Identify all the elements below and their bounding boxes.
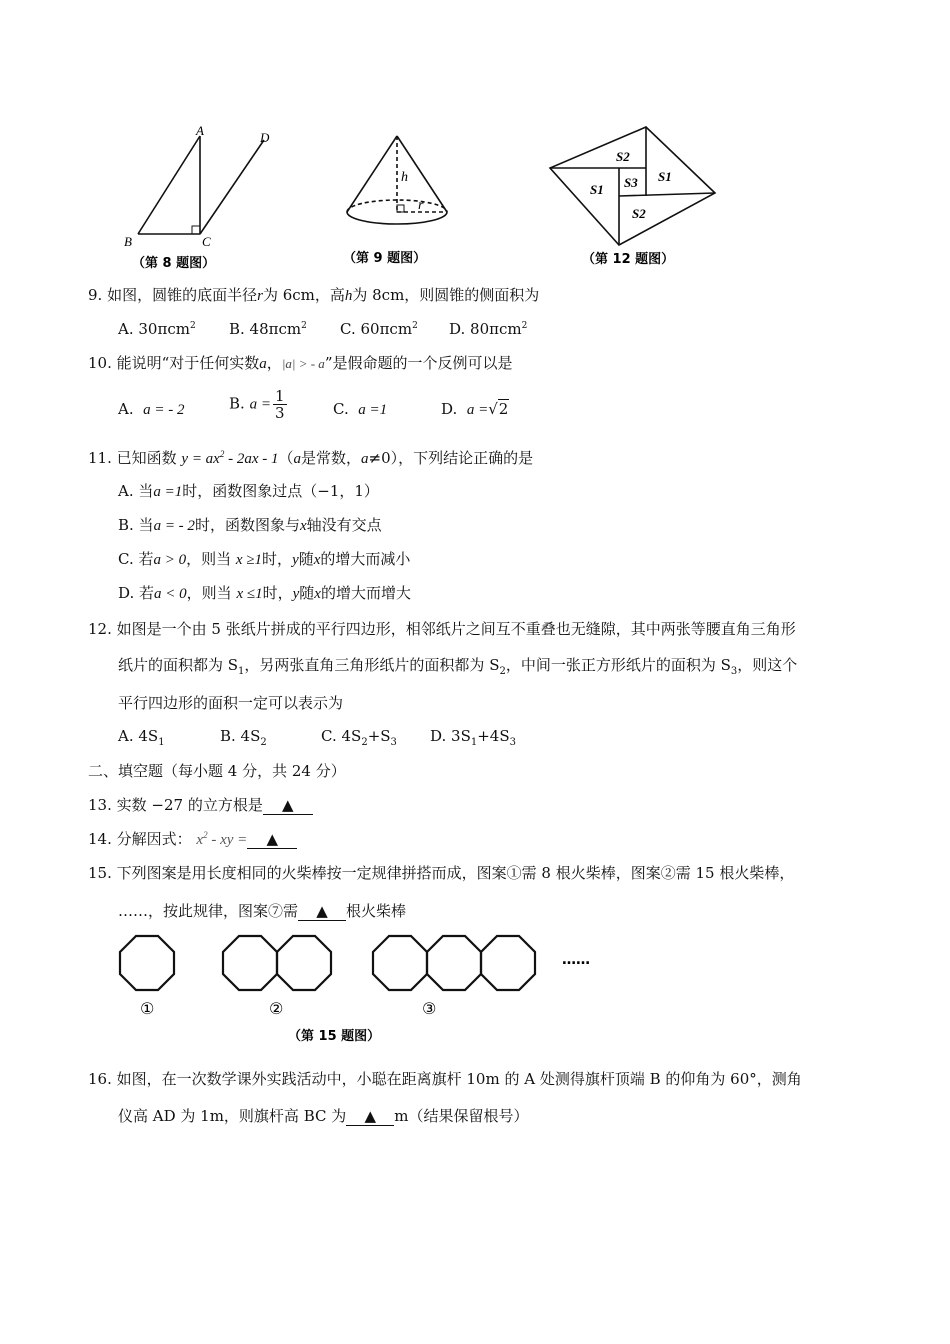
q9-option-a[interactable]: A. 30πcm$^2$ [118, 320, 196, 338]
figure-8 [118, 126, 283, 274]
label-r: r [418, 198, 424, 213]
q10-expr: |a| > - a [281, 356, 325, 371]
q16-answer-blank[interactable]: ▲ [346, 1107, 394, 1126]
q11-option-c[interactable]: C. 若a > 0，则当 x ≥1时，y随x的增大而减小 [118, 550, 411, 568]
figure-15-caption: （第 15 题图） [288, 1029, 381, 1044]
q12-line-2: 纸片的面积都为 $S_1$，另两张直角三角形纸片的面积都为 $S_2$，中间一张正方形纸片的面积为 $S_3$，则这个 [118, 656, 798, 677]
figure-8-caption: （第 8 题图） [132, 256, 216, 271]
q9-var-r: r [257, 288, 263, 304]
q13-answer-blank[interactable]: ▲ [263, 796, 313, 815]
q12-line-3: 平行四边形的面积一定可以表示为 [118, 694, 344, 712]
q9-option-c[interactable]: C. 60πcm$^2$ [340, 320, 418, 338]
q12-option-c[interactable]: C. $4S_2+S_3$ [321, 727, 397, 748]
q9-option-d[interactable]: D. 80πcm$^2$ [449, 320, 528, 338]
section-2-heading: 二、填空题（每小题 4 分，共 24 分） [88, 762, 346, 780]
pattern-label-3: ③ [422, 999, 437, 1018]
q12-option-b[interactable]: B. $4S_2$ [220, 727, 267, 748]
q9-stem-b: 为 6cm，高 [262, 286, 345, 304]
q10-option-b[interactable]: B. a = $\frac{1}{3}$ [229, 387, 285, 422]
figure-9 [335, 126, 460, 274]
q15-line-2: ……，按此规律，图案⑦需 ▲ 根火柴棒 [118, 902, 407, 920]
label-s3: S3 [624, 175, 638, 190]
q10-sqrt: 2 [498, 400, 509, 418]
label-s2-top: S2 [616, 149, 630, 164]
label-a: A [196, 126, 204, 138]
label-b: B [124, 234, 132, 249]
figure-12-caption: （第 12 题图） [582, 252, 675, 267]
pattern-label-2: ② [269, 999, 284, 1018]
question-11: 11. 已知函数 $y = ax^2 - 2ax - 1(a$是常数，a≠0），下列结论正确的是 [88, 449, 534, 467]
label-h: h [401, 170, 408, 185]
q10-fraction: $\frac{1}{3}$ [274, 387, 285, 422]
label-s2-bottom: S2 [632, 206, 646, 221]
question-14: 14. 分解因式： $x^2$ - xy = ▲ [88, 828, 297, 849]
q9-stem-c: 为 8cm，则圆锥的侧面积为 [352, 286, 540, 304]
question-9 [88, 284, 539, 305]
q9-option-b[interactable]: B. 48πcm$^2$ [229, 320, 307, 338]
q12-option-d[interactable]: D. $3S_1+4S_3$ [430, 727, 516, 748]
q11-expr: $y = ax^2 - 2ax - 1$ [181, 449, 279, 467]
label-d: D [260, 130, 270, 145]
q15-answer-blank[interactable]: ▲ [298, 902, 346, 921]
q10-option-a[interactable]: A. a = - 2 [118, 400, 185, 418]
figure-9-caption: （第 9 题图） [343, 251, 427, 266]
q14-answer-blank[interactable]: ▲ [247, 830, 297, 849]
q10-option-c[interactable]: C. a =1 [333, 400, 388, 418]
ellipsis: …… [562, 952, 590, 968]
pattern-label-1: ① [140, 999, 155, 1018]
q11-option-a[interactable]: A. 当a =1时，函数图象过点（−1，1） [118, 482, 379, 500]
q16-line-1: 16. 如图，在一次数学课外实践活动中，小聪在距离旗杆 10m 的 A 处测得旗杆顶端 B 的仰角为 60°，测角 [88, 1070, 802, 1088]
q9-var-h: h [344, 288, 353, 304]
q10-var-a: a [259, 356, 267, 372]
q11-option-b[interactable]: B. 当a = - 2时，函数图象与x轴没有交点 [118, 516, 382, 534]
label-s1-right: S1 [658, 169, 672, 184]
q11-option-d[interactable]: D. 若a < 0，则当 x ≤1时，y随x的增大而增大 [118, 584, 411, 602]
question-13: 13. 实数 −27 的立方根是 ▲ [88, 794, 313, 815]
q10-option-d[interactable]: D. a =√2 [441, 400, 509, 418]
question-10: 10. 能说明“对于任何实数a，|a| > - a”是假命题的一个反例可以是 [88, 354, 513, 372]
label-c: C [202, 234, 211, 249]
q12-option-a[interactable]: A. $4S_1$ [118, 727, 165, 748]
figure-15 [112, 928, 602, 1048]
q15-line-1: 15. 下列图案是用长度相同的火柴棒按一定规律拼搭而成，图案①需 8 根火柴棒，图案②需 15 根火柴棒， [88, 864, 795, 882]
label-s1-left: S1 [590, 182, 604, 197]
q16-line-2: 仪高 AD 为 1m，则旗杆高 BC 为 ▲ m（结果保留根号） [118, 1107, 529, 1125]
q12-line-1: 12. 如图是一个由 5 张纸片拼成的平行四边形，相邻纸片之间互不重叠也无缝隙，其中两张等腰直角三角形 [88, 620, 796, 638]
figure-12 [544, 120, 722, 272]
q9-stem-a: 9. 如图，圆锥的底面半径 [88, 286, 258, 304]
